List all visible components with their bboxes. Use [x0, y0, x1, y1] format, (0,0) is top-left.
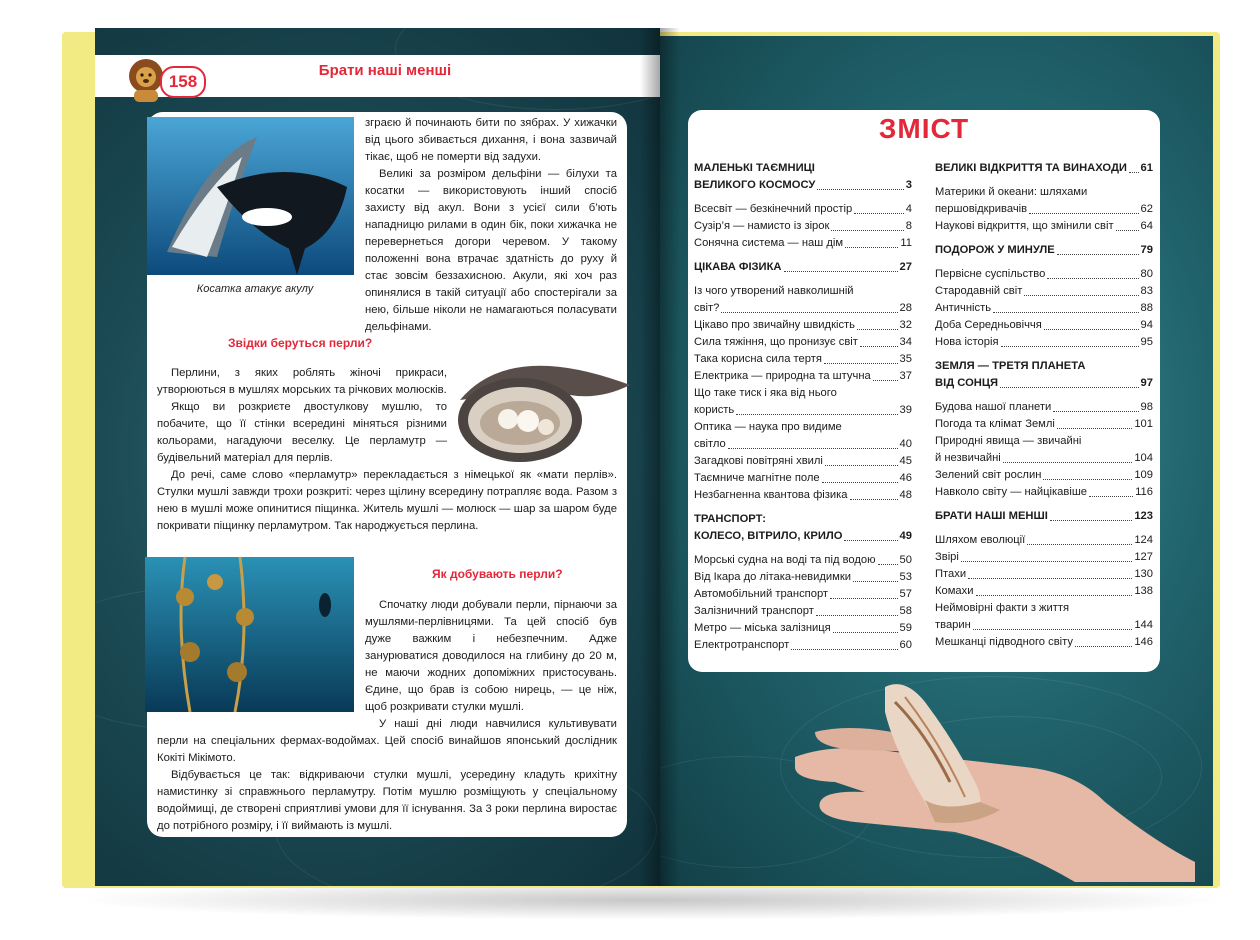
toc-entry-label: Шляхом еволюції — [935, 534, 1026, 546]
toc-leader — [1057, 428, 1132, 429]
toc-leader — [1043, 479, 1132, 480]
toc-entry-label: Античність — [935, 302, 992, 314]
toc-entry-page: 39 — [899, 404, 912, 416]
toc-leader — [784, 271, 898, 272]
toc-entry-label: Автомобільний транспорт — [694, 588, 829, 600]
toc-leader — [830, 598, 897, 599]
toc-leader — [850, 499, 898, 500]
toc-leader — [791, 649, 897, 650]
toc-entry-label: Мешканці підводного світу — [935, 636, 1074, 648]
pearl-paragraph-3: До речі, саме слово «перламутр» перекладається з німецької як «мати перлів». Стулки мушлі завжди трохи розкриті: через щілину всередину потрапляє вода. Разом з нею в мушлі може опинитися піщинка. Житель мушлі — молюск — шар за шаром буде покривати піщинку перламутром. Так народжується перлина. — [157, 469, 617, 532]
toc-entry-page: 11 — [900, 237, 912, 249]
toc-entry-label: Комахи — [935, 585, 974, 597]
toc-leader — [860, 346, 898, 347]
toc-entry-page: 28 — [899, 302, 912, 314]
toc-entry-page: 8 — [905, 220, 912, 232]
toc-entry-page: 88 — [1140, 302, 1153, 314]
toc-leader — [844, 540, 897, 541]
toc-entry-label-line: Що таке тиск і яка від нього — [694, 387, 837, 399]
toc-entry-label: й незвичайні — [935, 452, 1001, 464]
toc-entry-page: 130 — [1134, 568, 1153, 580]
toc-entry[interactable] — [694, 470, 912, 487]
toc-entry-page: 79 — [1140, 244, 1153, 256]
toc-entry-label: Звірі — [935, 551, 959, 563]
toc-leader — [968, 578, 1132, 579]
toc-left-column — [694, 160, 912, 654]
toc-section-entry[interactable] — [935, 508, 1153, 525]
toc-entry-label: Незбагненна квантова фізика — [694, 489, 848, 501]
toc-entry-page: 146 — [1134, 636, 1153, 648]
toc-entry-page: 32 — [899, 319, 912, 331]
toc-entry-label: ВІД СОНЦЯ — [935, 377, 999, 389]
toc-entry-page: 49 — [899, 530, 912, 542]
toc-leader — [824, 363, 898, 364]
mining-paragraph-1: Спочатку люди добували перли, пірнаючи за мушлями-перлівницями. Та цей спосіб був дуже важким і небезпечним. Адже занурюватися доводилося на глибину до 20 м, не маючи жодних допоміжних пристосувань. Єдине, що брав із собою нирець, — це ніж, щоб розкривати стулки мушлі. — [365, 599, 617, 713]
toc-entry-page: 83 — [1140, 285, 1153, 297]
toc-leader — [993, 312, 1138, 313]
toc-entry-page: 95 — [1140, 336, 1153, 348]
book-gutter — [640, 28, 680, 886]
toc-entry-label: Стародавній світ — [935, 285, 1023, 297]
toc-entry-page: 61 — [1140, 162, 1153, 174]
toc-entry[interactable] — [694, 235, 912, 252]
toc-entry-label: Від Ікара до літака-невидимки — [694, 571, 851, 583]
toc-entry-label: світ? — [694, 302, 720, 314]
toc-leader — [961, 561, 1132, 562]
toc-section-entry[interactable] — [694, 259, 912, 276]
toc-leader — [736, 414, 897, 415]
toc-leader — [1047, 278, 1138, 279]
heading-where-pearls-come-from: Звідки беруться перли? — [228, 336, 373, 350]
toc-entry-page: 123 — [1134, 510, 1153, 522]
toc-entry[interactable] — [935, 532, 1153, 549]
toc-entry-label: Таємниче магнітне поле — [694, 472, 820, 484]
toc-entry-label: Наукові відкриття, що змінили світ — [935, 220, 1114, 232]
pearl-shell-image — [450, 345, 635, 470]
toc-entry-page: 62 — [1140, 203, 1153, 215]
toc-section-entry[interactable] — [694, 528, 912, 545]
page-number: 158 — [160, 66, 206, 98]
toc-entry-label: Електротранспорт — [694, 639, 790, 651]
toc-entry[interactable] — [935, 416, 1153, 433]
toc-entry-label-line: Природні явища — звичайні — [935, 435, 1082, 447]
toc-entry[interactable] — [694, 334, 912, 351]
toc-entry-page: 104 — [1134, 452, 1153, 464]
toc-leader — [1129, 172, 1139, 173]
toc-entry-label-line: Із чого утворений навколишній — [694, 285, 854, 297]
toc-entry[interactable] — [694, 453, 912, 470]
toc-section-entry[interactable] — [694, 177, 912, 194]
toc-section-entry[interactable] — [935, 242, 1153, 259]
toc-leader — [853, 581, 898, 582]
toc-entry[interactable] — [935, 467, 1153, 484]
toc-entry[interactable] — [935, 484, 1153, 501]
toc-leader — [1001, 346, 1139, 347]
toc-leader — [1089, 496, 1133, 497]
toc-entry[interactable] — [935, 617, 1153, 634]
toc-leader — [1024, 295, 1138, 296]
toc-entry[interactable] — [694, 552, 912, 569]
toc-entry-label: Всесвіт — безкінечний простір — [694, 203, 853, 215]
toc-entry-label: першовідкривачів — [935, 203, 1028, 215]
toc-entry-label: тварин — [935, 619, 971, 631]
toc-leader — [857, 329, 898, 330]
toc-entry[interactable] — [935, 266, 1153, 283]
toc-entry[interactable] — [694, 368, 912, 385]
toc-leader — [1027, 544, 1132, 545]
toc-entry-page: 80 — [1140, 268, 1153, 280]
toc-title: ЗМІСТ — [878, 113, 970, 144]
toc-entry-label: Метро — міська залізниця — [694, 622, 831, 634]
toc-entry-label: Первісне суспільство — [935, 268, 1046, 280]
toc-leader — [845, 247, 898, 248]
toc-entry[interactable] — [694, 603, 912, 620]
toc-entry-page: 98 — [1140, 401, 1153, 413]
toc-leader — [878, 564, 898, 565]
toc-entry-page: 94 — [1140, 319, 1153, 331]
toc-entry-label: Нова історія — [935, 336, 999, 348]
toc-entry-label: Цікаво про звичайну швидкість — [694, 319, 856, 331]
toc-entry-page: 37 — [899, 370, 912, 382]
toc-entry-page: 53 — [899, 571, 912, 583]
toc-leader — [976, 595, 1133, 596]
toc-entry[interactable] — [935, 450, 1153, 467]
toc-entry-page: 40 — [899, 438, 912, 450]
toc-entry-label: КОЛЕСО, ВІТРИЛО, КРИЛО — [694, 530, 843, 542]
toc-entry[interactable] — [694, 620, 912, 637]
toc-entry-page: 3 — [905, 179, 912, 191]
orca-paragraph-1: зграєю й починають бити по зябрах. У хижачки від цього збивається дихання, і вона зазвичай тікає, щоб не померти від задухи. — [365, 117, 617, 163]
pearl-diver-image — [145, 557, 354, 712]
toc-entry-page: 59 — [899, 622, 912, 634]
toc-leader — [816, 615, 898, 616]
toc-leader — [1000, 387, 1138, 388]
toc-entry[interactable] — [935, 549, 1153, 566]
toc-entry-page: 127 — [1134, 551, 1153, 563]
toc-entry-page: 45 — [899, 455, 912, 467]
toc-entry[interactable] — [935, 583, 1153, 600]
toc-right-column — [935, 160, 1153, 651]
toc-entry-label: Погода та клімат Землі — [935, 418, 1055, 430]
toc-entry[interactable] — [935, 201, 1153, 218]
page-section-title: Брати наші менші — [318, 62, 452, 79]
toc-entry-label: ВЕЛИКІ ВІДКРИТТЯ ТА ВИНАХОДИ — [935, 162, 1127, 174]
toc-entry-label: Така корисна сила тертя — [694, 353, 822, 365]
toc-entry[interactable] — [694, 569, 912, 586]
toc-entry-label: Загадкові повітряні хвилі — [694, 455, 823, 467]
toc-entry[interactable] — [694, 351, 912, 368]
toc-entry-page: 50 — [899, 554, 912, 566]
toc-leader — [973, 629, 1133, 630]
toc-entry-label: ЦІКАВА ФІЗИКА — [694, 261, 782, 273]
toc-entry[interactable] — [694, 436, 912, 453]
toc-entry-label: Зелений світ рослин — [935, 469, 1042, 481]
toc-entry-page: 97 — [1140, 377, 1153, 389]
toc-entry-page: 64 — [1140, 220, 1153, 232]
toc-leader — [721, 312, 897, 313]
toc-entry[interactable] — [935, 218, 1153, 235]
pearl-paragraph-2: Якщо ви розкриєте двостулкову мушлю, то побачите, що її стінки всередині міняться різними кольорами, нагадуючи веселку. Це перламутр — будівельний матеріал для перлів. — [157, 401, 447, 464]
toc-entry[interactable] — [935, 634, 1153, 651]
toc-section-title: МАЛЕНЬКІ ТАЄМНИЦІ — [694, 162, 815, 174]
toc-leader — [1029, 213, 1138, 214]
toc-entry-label: Птахи — [935, 568, 967, 580]
toc-entry-label: Електрика — природна та штучна — [694, 370, 871, 382]
toc-leader — [1116, 230, 1139, 231]
toc-entry-label: Сила тяжіння, що пронизує світ — [694, 336, 858, 348]
orca-attacks-shark-image — [147, 117, 354, 275]
toc-leader — [831, 230, 903, 231]
toc-entry-label: Навколо світу — найцікавіше — [935, 486, 1088, 498]
toc-entry-page: 124 — [1134, 534, 1153, 546]
toc-entry-page: 35 — [899, 353, 912, 365]
toc-entry-page: 27 — [899, 261, 912, 273]
toc-entry-page: 4 — [905, 203, 912, 215]
toc-section-title: ЗЕМЛЯ — ТРЕТЯ ПЛАНЕТА — [935, 360, 1086, 372]
toc-entry[interactable] — [935, 399, 1153, 416]
toc-entry[interactable] — [694, 637, 912, 654]
toc-entry[interactable] — [694, 317, 912, 334]
toc-entry-label: ВЕЛИКОГО КОСМОСУ — [694, 179, 816, 191]
orca-image-caption: Косатка атакує акулу — [196, 283, 314, 295]
toc-entry-label: ПОДОРОЖ У МИНУЛЕ — [935, 244, 1055, 256]
toc-entry-label: Морські судна на воді та під водою — [694, 554, 876, 566]
toc-entry[interactable] — [694, 586, 912, 603]
mining-paragraph-2: У наші дні люди навчилися культивувати перли на спеціальних фермах-водоймах. Цей спосіб винайшов японський дослідник Кокіті Мікімото. — [157, 718, 617, 764]
toc-entry[interactable] — [935, 566, 1153, 583]
heading-how-pearls-are-mined: Як добувають перли? — [432, 567, 563, 581]
toc-entry-page: 109 — [1134, 469, 1153, 481]
toc-entry-page: 58 — [899, 605, 912, 617]
orca-paragraph-2: Великі за розміром дельфіни — білухи та косатки — використовують інший спосіб захисту від акул. Вони з усієї сили б’ють нападницю рилами в один бік, поки хижачка не перевернеться догори черевом. У такому положенні вона втрачає здатність до руху й стає зовсім беззахисною. Акули, які хоч раз опинялися в такій ситуації або спостерігали за нею, більше ніколи не намагаються поласувати дельфінами. — [365, 168, 617, 333]
mining-paragraph-3: Відбувається це так: відкриваючи стулки мушлі, усередину кладуть крихітну намистинку зі справжнього перламутру. Потім мушлю розміщують у спеціальному водоймищі, де створені сприятливі умови для її існування. За 3 роки перлина виростає до потрібного розміру, і її виймають із мушлі. — [157, 769, 617, 832]
toc-section-entry[interactable] — [935, 160, 1153, 177]
toc-entry[interactable] — [694, 402, 912, 419]
toc-section-entry[interactable] — [935, 375, 1153, 392]
toc-leader — [1050, 520, 1132, 521]
toc-entry[interactable] — [935, 317, 1153, 334]
pearl-paragraph-1: Перлини, з яких роблять жіночі прикраси, утворюються в мушлях морських та річкових молюсків. — [157, 367, 447, 396]
toc-leader — [1053, 411, 1138, 412]
toc-entry-label-line: Неймовірні факти з життя — [935, 602, 1070, 614]
toc-entry-label: світло — [694, 438, 726, 450]
toc-entry-page: 116 — [1135, 486, 1153, 498]
toc-entry[interactable] — [694, 218, 912, 235]
toc-leader — [1003, 462, 1133, 463]
toc-leader — [854, 213, 904, 214]
toc-leader — [833, 632, 898, 633]
toc-leader — [1075, 646, 1132, 647]
toc-leader — [873, 380, 898, 381]
toc-entry-label: Сузір’я — намисто із зірок — [694, 220, 830, 232]
toc-entry-page: 34 — [899, 336, 912, 348]
toc-entry-label: Доба Середньовіччя — [935, 319, 1042, 331]
toc-entry-label: користь — [694, 404, 735, 416]
toc-entry[interactable] — [694, 201, 912, 218]
toc-entry[interactable] — [935, 283, 1153, 300]
toc-entry-label: Залізничний транспорт — [694, 605, 814, 617]
toc-entry[interactable] — [935, 300, 1153, 317]
toc-leader — [1044, 329, 1139, 330]
toc-leader — [825, 465, 898, 466]
toc-entry[interactable] — [694, 300, 912, 317]
toc-entry[interactable] — [935, 334, 1153, 351]
toc-leader — [822, 482, 898, 483]
toc-leader — [1057, 254, 1139, 255]
toc-entry-label: Сонячна система — наш дім — [694, 237, 844, 249]
toc-entry-page: 101 — [1134, 418, 1153, 430]
toc-entry-label-line: Оптика — наука про видиме — [694, 421, 842, 433]
toc-entry-page: 144 — [1134, 619, 1153, 631]
toc-entry-label-line: Материки й океани: шляхами — [935, 186, 1088, 198]
toc-entry-page: 48 — [899, 489, 912, 501]
toc-leader — [817, 189, 903, 190]
hand-with-seashell-image — [775, 672, 1195, 882]
toc-entry-page: 138 — [1134, 585, 1153, 597]
toc-leader — [728, 448, 898, 449]
toc-section-title: ТРАНСПОРТ: — [694, 513, 767, 525]
toc-entry-page: 57 — [899, 588, 912, 600]
toc-entry[interactable] — [694, 487, 912, 504]
toc-entry-page: 46 — [899, 472, 912, 484]
toc-entry-page: 60 — [899, 639, 912, 651]
toc-entry-label: Будова нашої планети — [935, 401, 1052, 413]
toc-entry-label: БРАТИ НАШІ МЕНШІ — [935, 510, 1048, 522]
